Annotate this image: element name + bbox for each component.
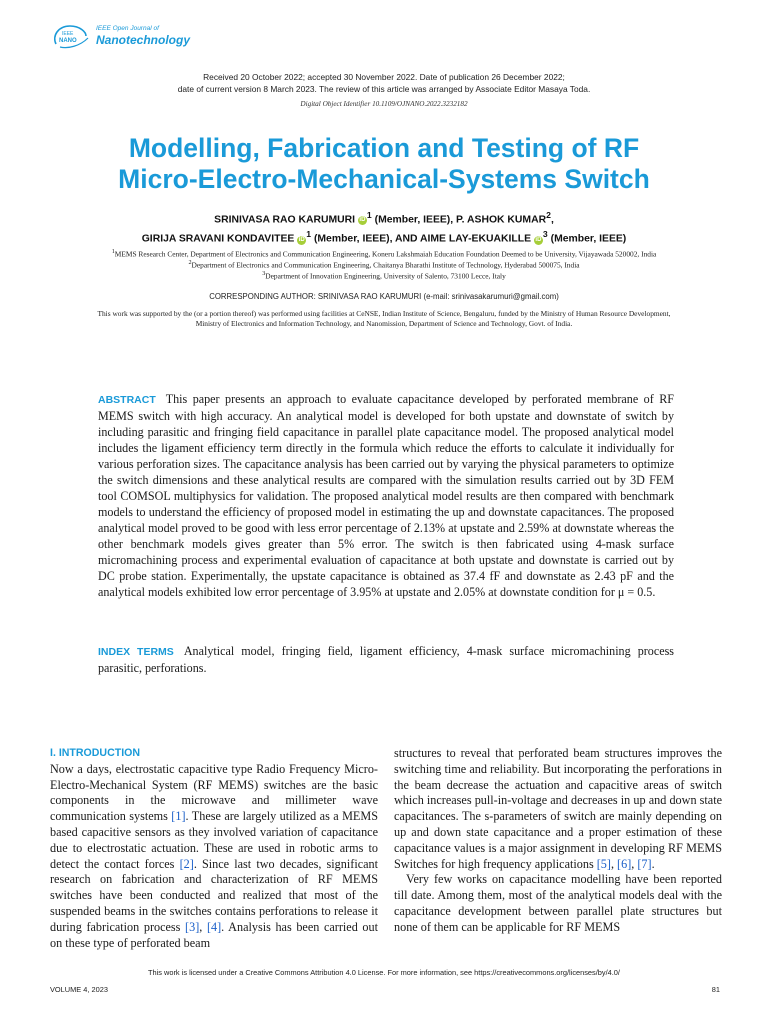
received-line-1: Received 20 October 2022; accepted 30 November 2022. Date of publication 26 December 2022; — [203, 72, 565, 82]
license-note: This work is licensed under a Creative Commons Attribution 4.0 License. For more information, see https://creativecommons.org/licenses/by/4.0/ — [148, 968, 620, 977]
received-dates — [0, 72, 768, 95]
abstract-text: This paper presents an approach to evaluate capacitance developed by perforated membrane of RF MEMS switch with high accuracy. An analytical model is developed for both upstate and downstate of switch by including parasitic and fringing field capacitance in parallel plate capacitance model. The proposed analytical model includes the ligament efficiency term directly in the formula which reduce the efforts to calculate it individually for various perforation sizes. The capacitance analysis has been carried out by varying the physical parameters to optimize the switch dimensions and these analytical results are compared with the simulation results carried out by 3D FEM tool COMSOL multiphysics for validation. The proposed analytical model results are then compared with benchmark models to understand the efficiency of proposed model in estimating the up and downstate capacitances. The proposed analytical model proved to be good with less error percentage of 2.13% at upstate and 2.59% at downstate whereas the other benchmark models gives greater than 5% error. The switch is then fabricated using 4-mask surface micromachining process and experimental evaluation of capacitance at both upstate and downstate is carried out by DC probe station. Experimentally, the upstate capacitance is obtained as 37.4 fF and downstate as 2.43 pF and the analytical models exhibited low error percentage of 3.95% at upstate and 2.05% at downstate condition for μ = 0.5. — [98, 392, 674, 599]
author-2-sup: 2 — [546, 210, 551, 220]
affiliations — [60, 248, 708, 281]
column-right — [394, 746, 722, 936]
funding-note: This work was supported by the (or a portion thereof) was performed using facilities at CeNSE, Indian Institute of Science, Bengaluru, funded by the Ministry of Human Resource Development, Ministry of Electronics and Information Technology, and Nanomission, Department of Science and Technology, Govt. of India. — [97, 309, 671, 328]
author-3: GIRIJA SRAVANI KONDAVITEE — [141, 233, 295, 245]
journal-small-title: IEEE Open Journal of — [96, 25, 159, 32]
column-left — [50, 746, 378, 951]
logo-nano-text: NANO — [59, 38, 77, 44]
journal-big-title: Nanotechnology — [96, 33, 191, 47]
orcid-icon[interactable]: iD — [535, 236, 542, 243]
doi[interactable]: Digital Object Identifier 10.1109/OJNANO.2022.3232182 — [300, 100, 468, 108]
logo-ieee-text: IEEE — [62, 31, 74, 37]
citation-link[interactable]: [6] — [617, 856, 632, 871]
ieee-nano-logo — [50, 22, 94, 50]
author-3-note: (Member, IEEE), AND AIME LAY-EKUAKILLE — [313, 233, 532, 245]
author-1: SRINIVASA RAO KARUMURI — [214, 214, 356, 226]
citation-link[interactable]: [3] — [185, 919, 200, 934]
affiliation-3: $^3$Department of Innovation Engineering, University of Salento, 73100 Lecce, Italy — [262, 270, 506, 281]
author-3-sup: 1 — [306, 229, 312, 240]
orcid-icon[interactable]: iD — [359, 217, 366, 224]
intro-paragraph-2: structures to reveal that perforated beam structures improves the switching time and reliability. But incorporating the perforations in the beam decrease the actuation and capacitive areas of switch which increases pull-in-voltage and decreases in up and down state capacitances. The s-parameters of switch are mainly depending on up and down state capacitance and a proper estimation of these capacitance values is a major assignment in developing RF MEMS Switches for high frequency applications [5], [6], [7]. — [394, 746, 722, 871]
orcid-icon[interactable]: iD — [298, 236, 305, 243]
intro-paragraph-1: Now a days, electrostatic capacitive type Radio Frequency Micro-Electro-Mechanical System (RF MEMS) switches are the basic components in the microwave and millimeter wave communication systems [1]. These are largely utilized as a MEMS based capacitive sensors as they involved variation of capacitance due to electrostatic actuation. These are used in robotic arms to detect the contact forces [2]. Since last two decades, significant research on fabrication and characterization of RF MEMS switches have been conducted and realized that most of the suspended beams in the switches contains perforations to release it during fabrication process [3], [4]. Analysis has been carried out on these type of perforated beam — [50, 761, 379, 950]
author-1-sup: 1 — [366, 210, 372, 220]
volume-footer: VOLUME 4, 2023 — [50, 985, 108, 994]
corresponding-author: CORRESPONDING AUTHOR: SRINIVASA RAO KARUMURI (e-mail: srinivasakarumuri@gmail.com) — [209, 292, 559, 301]
page-number: 81 — [711, 985, 720, 994]
index-terms-text: Analytical model, fringing field, ligament efficiency, 4-mask surface micromachining process parasitic, perforations. — [98, 644, 674, 675]
citation-link[interactable]: [2] — [179, 856, 194, 871]
abstract — [98, 391, 674, 600]
title-line-1: Modelling, Fabrication and Testing of RF — [128, 133, 640, 163]
affiliation-2: $^2$Department of Electronics and Communication Engineering, Chaitanya Bharathi Institute of Technology, Hyderabad 500075, India — [188, 259, 580, 270]
intro-paragraph-3: Very few works on capacitance modelling have been reported till date. Among them, most of the analytical models deal with the capacitance development between parallel plate structures but none of them can be applicable for RF MEMS — [394, 872, 722, 934]
index-terms — [98, 643, 674, 676]
index-terms-label: INDEX TERMS — [98, 646, 174, 658]
paper-title — [0, 133, 768, 195]
author-4-note: (Member, IEEE) — [550, 233, 627, 245]
author-line-2 — [0, 227, 768, 246]
citation-link[interactable]: [7] — [637, 856, 652, 871]
citation-link[interactable]: [5] — [596, 856, 611, 871]
citation-link[interactable]: [4] — [206, 919, 222, 934]
section-heading: I. INTRODUCTION — [50, 747, 141, 759]
author-line-1: SRINIVASA RAO KARUMURI $iD^1$ (Member, IEEE), P. ASHOK KUMAR$^2$, — [214, 210, 554, 226]
author-list — [0, 208, 768, 247]
received-line-2: date of current version 8 March 2023. The review of this article was arranged by Associate Editor Masaya Toda. — [177, 83, 591, 94]
affiliation-1: $^1$MEMS Research Center, Department of Electronics and Communication Engineering, Koneru Lakshmaiah Education Foundation Deemed to be University, Vijayawada 520002, India — [111, 249, 657, 259]
author-1-note: (Member, IEEE), P. ASHOK KUMAR — [374, 214, 547, 226]
citation-link[interactable]: [1] — [171, 809, 186, 824]
author-4-sup: 3 — [542, 229, 548, 240]
title-line-2: Micro-Electro-Mechanical-Systems Switch — [118, 164, 650, 194]
abstract-label: ABSTRACT — [98, 394, 156, 406]
